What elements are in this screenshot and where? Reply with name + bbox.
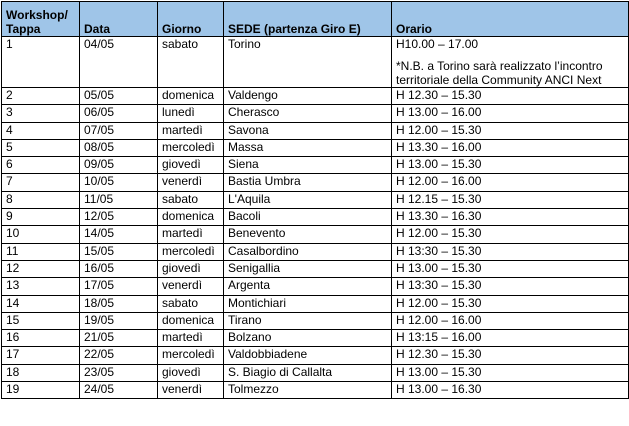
header-tappa: Workshop/ Tappa [2,2,80,37]
cell-sede: Benevento [224,226,392,243]
cell-orario: H 12.30 – 15.30 [392,347,629,364]
table-row [2,278,629,295]
cell-giorno: venerdì [158,278,224,295]
table-row [2,191,629,208]
cell-giorno: martedì [158,330,224,347]
cell-tappa: 6 [2,157,80,174]
cell-orario [392,37,629,88]
cell-tappa: 8 [2,191,80,208]
cell-giorno: giovedì [158,157,224,174]
cell-tappa: 15 [2,312,80,329]
orario-time: H10.00 – 17.00 [396,37,479,51]
cell-orario: H 13.00 – 15.30 [392,260,629,277]
cell-sede: Savona [224,122,392,139]
table-row-first [2,37,629,88]
cell-giorno: sabato [158,37,224,88]
cell-data: 23/05 [80,364,158,381]
cell-tappa: 17 [2,347,80,364]
table-row [2,122,629,139]
cell-tappa: 19 [2,382,80,399]
table-row [2,174,629,191]
cell-sede: Valdobbiadene [224,347,392,364]
table-row [2,88,629,105]
header-sede: SEDE (partenza Giro E) [224,2,392,37]
table-row [2,364,629,381]
table-row [2,243,629,260]
cell-data: 22/05 [80,347,158,364]
table-row [2,312,629,329]
cell-data: 05/05 [80,88,158,105]
cell-data: 21/05 [80,330,158,347]
cell-sede: Cherasco [224,105,392,122]
cell-orario: H 12.30 – 15.30 [392,88,629,105]
cell-data: 18/05 [80,295,158,312]
cell-orario: H 12.00 – 15.30 [392,122,629,139]
cell-data: 19/05 [80,312,158,329]
table-row [2,330,629,347]
table-row [2,295,629,312]
cell-data: 16/05 [80,260,158,277]
cell-data: 17/05 [80,278,158,295]
cell-tappa: 4 [2,122,80,139]
cell-giorno: domenica [158,312,224,329]
cell-giorno: sabato [158,191,224,208]
cell-sede: Bacoli [224,209,392,226]
cell-tappa: 2 [2,88,80,105]
cell-orario: H 13:30 – 15.30 [392,243,629,260]
table-row [2,139,629,156]
cell-orario: H 12.00 – 16.00 [392,174,629,191]
cell-giorno: martedì [158,122,224,139]
cell-data: 10/05 [80,174,158,191]
header-orario: Orario [392,2,629,37]
table-row [2,347,629,364]
cell-orario: H 13.30 – 16.00 [392,139,629,156]
cell-giorno: mercoledì [158,139,224,156]
cell-sede: S. Biagio di Callalta [224,364,392,381]
cell-data: 14/05 [80,226,158,243]
cell-data: 08/05 [80,139,158,156]
cell-giorno: domenica [158,88,224,105]
cell-orario: H 12.00 – 16.00 [392,312,629,329]
cell-sede: Valdengo [224,88,392,105]
table-row [2,226,629,243]
cell-data: 09/05 [80,157,158,174]
cell-sede: Casalbordino [224,243,392,260]
cell-sede: Tolmezzo [224,382,392,399]
cell-giorno: mercoledì [158,347,224,364]
cell-data: 24/05 [80,382,158,399]
cell-sede: Tirano [224,312,392,329]
cell-data: 04/05 [80,37,158,88]
cell-tappa: 3 [2,105,80,122]
cell-giorno: martedì [158,226,224,243]
cell-orario: H 13.00 – 16.00 [392,105,629,122]
cell-tappa: 10 [2,226,80,243]
cell-sede: Montichiari [224,295,392,312]
cell-data: 15/05 [80,243,158,260]
cell-sede: Bolzano [224,330,392,347]
cell-orario: H 13.00 – 15.30 [392,157,629,174]
table-row [2,260,629,277]
cell-tappa: 9 [2,209,80,226]
torino-note: *N.B. a Torino sarà realizzato l’incontro territoriale della Community ANCI Next [396,59,603,87]
cell-tappa: 16 [2,330,80,347]
cell-giorno: domenica [158,209,224,226]
cell-sede: Bastia Umbra [224,174,392,191]
cell-tappa: 5 [2,139,80,156]
cell-giorno: lunedì [158,105,224,122]
cell-giorno: giovedì [158,364,224,381]
table-row [2,157,629,174]
cell-tappa: 12 [2,260,80,277]
cell-tappa: 18 [2,364,80,381]
header-row [2,2,629,37]
cell-data: 12/05 [80,209,158,226]
cell-orario: H 13.00 – 16.30 [392,382,629,399]
cell-tappa: 13 [2,278,80,295]
cell-orario: H 12.00 – 15.30 [392,295,629,312]
cell-giorno: sabato [158,295,224,312]
header-data: Data [80,2,158,37]
table-row [2,105,629,122]
cell-giorno: giovedì [158,260,224,277]
cell-data: 11/05 [80,191,158,208]
cell-orario: H 13:15 – 16.00 [392,330,629,347]
cell-orario: H 13.30 – 16.30 [392,209,629,226]
cell-tappa: 7 [2,174,80,191]
cell-sede: Siena [224,157,392,174]
cell-orario: H 12.15 – 15.30 [392,191,629,208]
cell-sede: Massa [224,139,392,156]
cell-sede: Senigallia [224,260,392,277]
cell-tappa: 1 [2,37,80,88]
cell-data: 07/05 [80,122,158,139]
cell-sede: Argenta [224,278,392,295]
table-row [2,209,629,226]
cell-giorno: mercoledì [158,243,224,260]
cell-sede: L'Aquila [224,191,392,208]
table-row [2,382,629,399]
cell-orario: H 13:30 – 15.30 [392,278,629,295]
cell-data: 06/05 [80,105,158,122]
cell-orario: H 12.00 – 15.30 [392,226,629,243]
cell-orario: H 13.00 – 15.30 [392,364,629,381]
header-giorno: Giorno [158,2,224,37]
cell-sede: Torino [224,37,392,88]
cell-tappa: 14 [2,295,80,312]
cell-giorno: venerdì [158,382,224,399]
cell-tappa: 11 [2,243,80,260]
cell-giorno: venerdì [158,174,224,191]
schedule-table [1,1,629,399]
